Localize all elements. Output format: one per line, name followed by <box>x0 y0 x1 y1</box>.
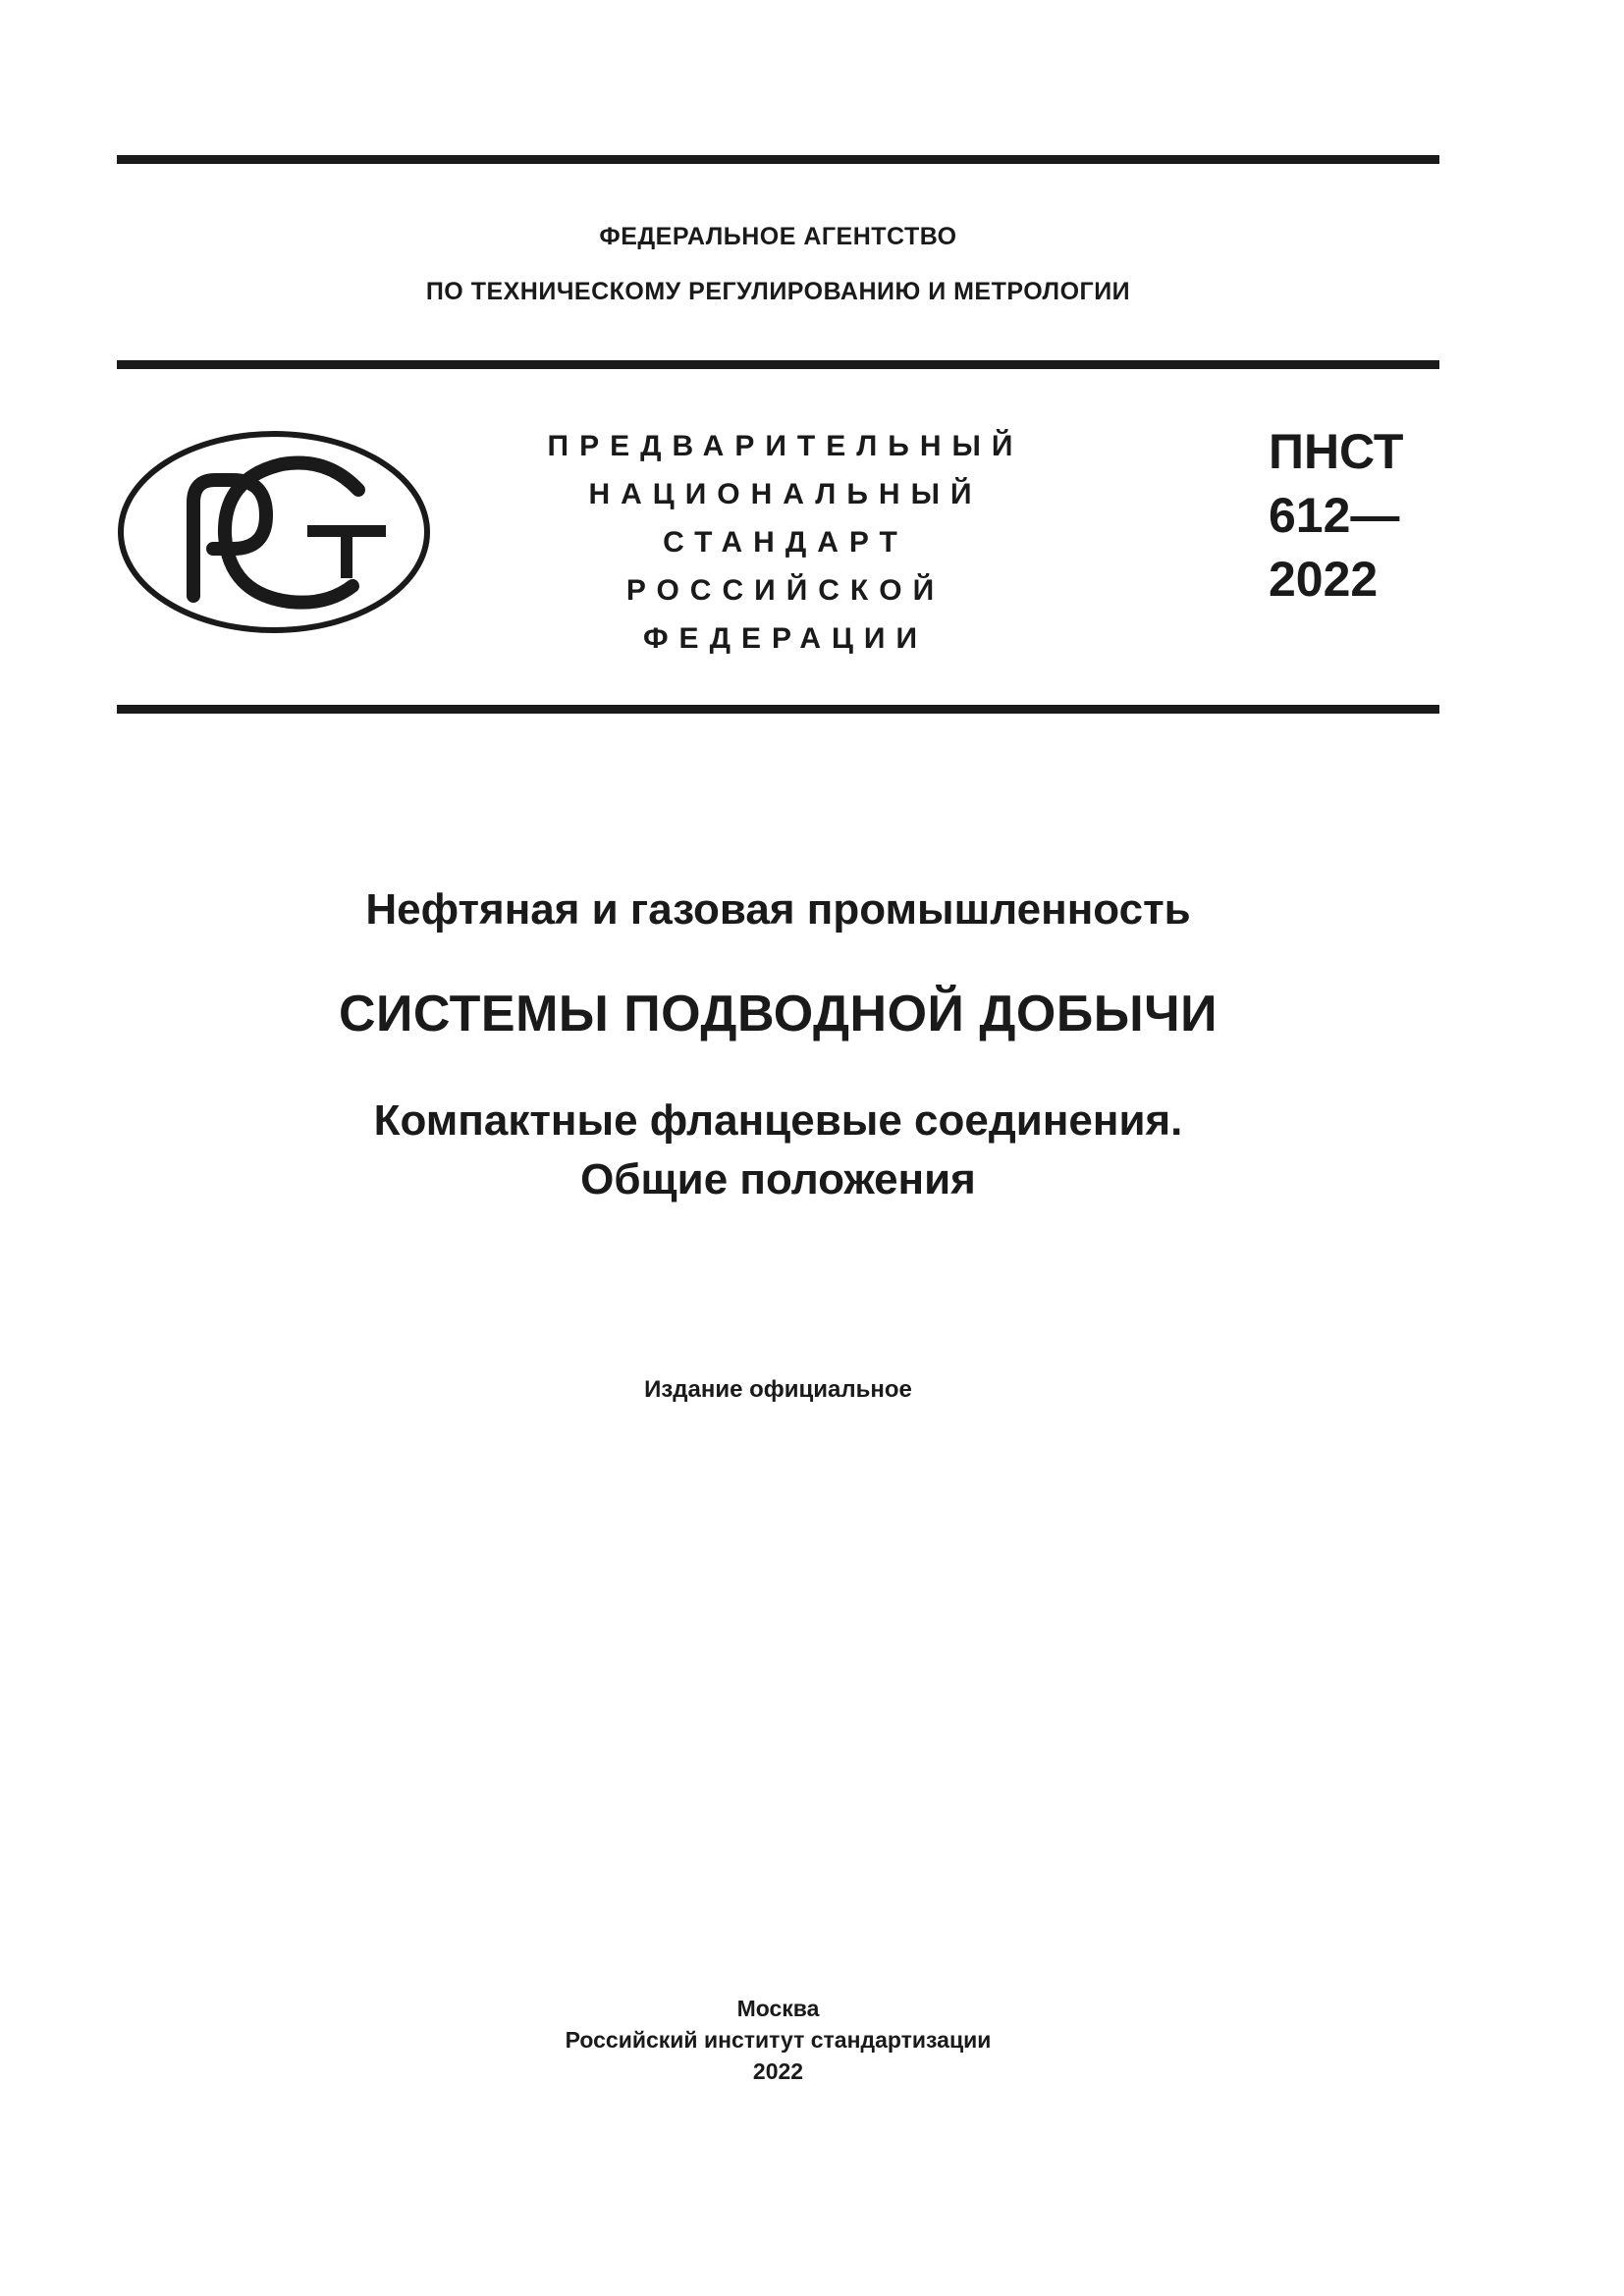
edition-label: Издание официальное <box>644 1376 912 1403</box>
document-title-main: СИСТЕМЫ ПОДВОДНОЙ ДОБЫЧИ <box>338 986 1218 1042</box>
imprint-year: 2022 <box>752 2058 804 2084</box>
standard-type-line: НАЦИОНАЛЬНЫЙ <box>588 478 983 510</box>
top-rule <box>117 155 1439 164</box>
header-divider-rule <box>117 360 1439 369</box>
agency-name-line1: ФЕДЕРАЛЬНОЕ АГЕНТСТВО <box>599 223 957 250</box>
agency-name-line2: ПО ТЕХНИЧЕСКОМУ РЕГУЛИРОВАНИЮ И МЕТРОЛОГИИ <box>425 278 1131 305</box>
imprint-publisher: Российский институт стандартизации <box>565 2027 992 2053</box>
rst-gost-mark-icon <box>117 429 431 635</box>
designation-code: ПНСТ <box>1269 424 1404 479</box>
standard-type-line: РОССИЙСКОЙ <box>625 574 946 607</box>
document-title-subject <box>117 1092 1439 1209</box>
standard-type-block <box>432 422 1139 663</box>
imprint-city: Москва <box>736 1996 820 2021</box>
designation-bottom-rule <box>117 705 1439 714</box>
imprint-block <box>117 1993 1439 2087</box>
document-title-subject-line2: Общие положения <box>580 1155 976 1203</box>
document-title-industry: Нефтяная и газовая промышленность <box>365 885 1191 934</box>
standard-designation <box>1269 420 1403 612</box>
designation-year: 2022 <box>1269 552 1379 607</box>
document-title-subject-line1: Компактные фланцевые соединения. <box>373 1096 1183 1145</box>
standard-type-line: СТАНДАРТ <box>663 526 908 559</box>
designation-number: 612— <box>1269 488 1400 543</box>
standard-type-line: ПРЕДВАРИТЕЛЬНЫЙ <box>547 430 1024 462</box>
standard-type-line: ФЕДЕРАЦИИ <box>642 622 929 655</box>
